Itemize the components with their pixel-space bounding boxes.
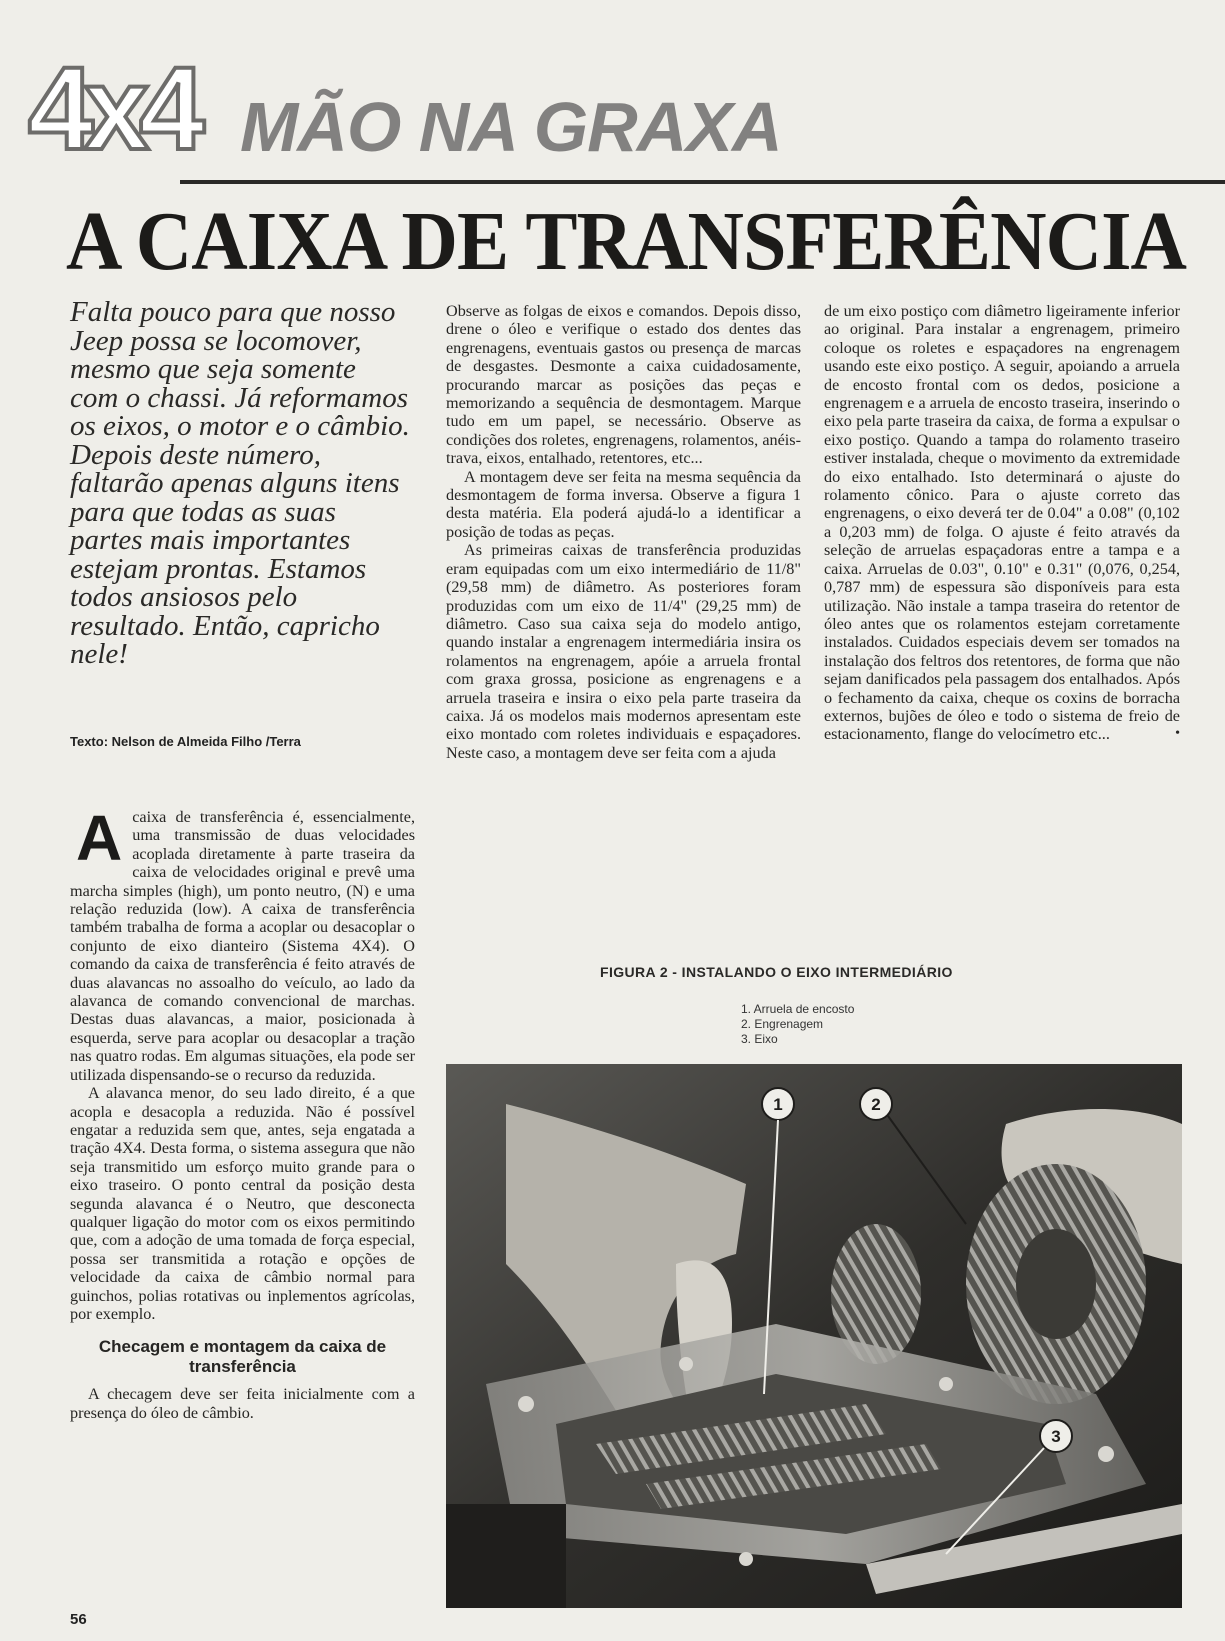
article-lead: Falta pouco para que nosso Jeep possa se locomover, mesmo que seja somente com o chassi. Já reformamos os eixos, o motor e o câmbio. Depois deste número, faltarão apenas alguns itens para que todas as suas partes mais importantes estejam prontas. Estamos todos ansiosos pelo resultado. Então, capricho nele! (70, 296, 410, 670)
svg-text:3: 3 (1051, 1427, 1061, 1446)
drop-cap: A (76, 802, 123, 874)
paragraph-text: caixa de transferência é, essencialmente, uma transmissão de duas velocidades acoplada diretamente à parte traseira da caixa de velocidades original e prevê uma marcha simples (high), um ponto neutro, (N) e uma relação reduzida (low). A caixa de transferência também trabalha de forma a acoplar ou desacoplar o conjunto de eixo dianteiro (Sistema 4X4). O comando da caixa de transferência é feito através de duas alavancas no assoalho do veículo, ao lado da alavanca de comando convencional de marchas. Destas duas alavancas, a maior, posicionada à esquerda, serve para acoplar ou desacoplar a tração nas quatro rodas. Em algumas situações, ela pode ser utilizada dispensando-se o recurso da reduzida. (70, 808, 415, 1084)
paragraph: A montagem deve ser feita na mesma sequência da desmontagem de forma inversa. Observe a figura 1 desta matéria. Ela poderá ajudá-lo a identificar a posição de todas as peças. (446, 467, 801, 541)
article-byline: Texto: Nelson de Almeida Filho /Terra (70, 734, 301, 749)
figure-photo (446, 1064, 1182, 1608)
figure-legend (741, 1002, 854, 1047)
legend-item: 3. Eixo (741, 1032, 778, 1046)
end-mark: • (1175, 726, 1180, 742)
page-number: 56 (70, 1611, 87, 1628)
masthead (20, 20, 1220, 180)
section-title: MÃO NA GRAXA (240, 88, 782, 166)
paragraph-text: de um eixo postiço com diâmetro ligeiramente inferior ao original. Para instalar a engrenagem, primeiro coloque os roletes e espaçadores na engrenagem usando este eixo postiço. A seguir, apoiando a arruela de encosto frontal com os dedos, posicione a engrenagem e a arruela de encosto traseira, inserindo o eixo pela parte traseira da caixa, de forma a expulsar o eixo postiço. Quando a tampa do rolamento traseiro estiver instalada, cheque o movimento da extremidade do eixo entalhado. Isto determinará o ajuste do rolamento cônico. Para o ajuste correto das engrenagens, o eixo deverá ter de 0.04" a 0.08" (0,102 a 0,203 mm) de folga. O ajuste é feito através da seleção de arruelas espaçadoras entre a tampa e a caixa. Arruelas de 0.03", 0.10" e 0.31" (0,076, 0,254, 0,787 mm) de espessura são disponíveis para esta utilização. Não instale a tampa traseira do retentor de óleo antes que os rolamentos estejam corretamente instalados. Cuidados especiais devem ser tomados na instalação dos feltros dos retentores, de forma que não sejam danificados pela passagem dos entalhados. Após o fechamento da caixa, cheque os coxins de borracha externos, bujões de óleo e todo o sistema de freio de estacionamento, flange do velocímetro etc... (824, 302, 1180, 744)
paragraph: Observe as folgas de eixos e comandos. Depois disso, drene o óleo e verifique o estado dos dentes das engrenagens, eventuais gastos ou presença de marcas de desgastes. Desmonte a caixa cuidadosamente, procurando marcar as posições das peças e memorizando a sequência de desmontagem. Marque tudo em um papel, se necessário. Observe as condições dos roletes, engrenagens, rolamentos, anéis-trava, eixos, entalhado, retentores, etc... (446, 302, 801, 468)
article-headline: A CAIXA DE TRANSFERÊNCIA (66, 195, 1187, 288)
magazine-logo: 4x4 (28, 43, 195, 175)
column-2 (446, 302, 801, 762)
figure-title: FIGURA 2 - INSTALANDO O EIXO INTERMEDIÁRIO (600, 964, 953, 980)
header-rule (180, 180, 1225, 184)
transfer-case-photo (446, 1064, 1182, 1608)
svg-text:2: 2 (871, 1095, 881, 1114)
column-3 (824, 302, 1180, 744)
paragraph: As primeiras caixas de transferência produzidas eram equipadas com um eixo intermediário de 11/8" (29,58 mm) de diâmetro. As posteriores foram produzidas com um eixo de 11/4" (29,25 mm) de diâmetro. Caso sua caixa seja do modelo antigo, quando instalar a engrenagem intermediária insira os rolamentos na engrenagem, apóie a arruela frontal com graxa grossa, posicione as engrenagens e a arruela traseira e insira o eixo pela parte traseira da caixa. Já os modelos mais modernos apresentam este eixo montado com roletes individuais e espaçadores. Neste caso, a montagem deve ser feita com a ajuda (446, 541, 801, 762)
svg-text:1: 1 (773, 1095, 783, 1114)
paragraph: A checagem deve ser feita inicialmente com a presença do óleo de câmbio. (70, 1385, 415, 1422)
paragraph: A alavanca menor, do seu lado direito, é a que acopla e desacopla a reduzida. Não é possível engatar a reduzida sem que, antes, seja engatada a tração 4X4. Desta forma, o sistema assegura que não seja transmitido um esforço muito grande para o eixo traseiro. O ponto central da posição desta segunda alavanca é o Neutro, que desconecta qualquer ligação do motor com os eixos permitindo que, com a adoção de uma tomada de força especial, possa ser transmitida a rotação e opções de velocidade da caixa de câmbio normal para guinchos, polias rotativas ou inplementos agrícolas, por exemplo. (70, 1084, 415, 1323)
column-1 (70, 802, 415, 1422)
subheading: Checagem e montagem da caixa de transferência (98, 1337, 387, 1377)
legend-item: 1. Arruela de encosto (741, 1002, 855, 1016)
paragraph (70, 802, 415, 1084)
legend-item: 2. Engrenagem (741, 1017, 824, 1031)
paragraph (824, 302, 1180, 744)
